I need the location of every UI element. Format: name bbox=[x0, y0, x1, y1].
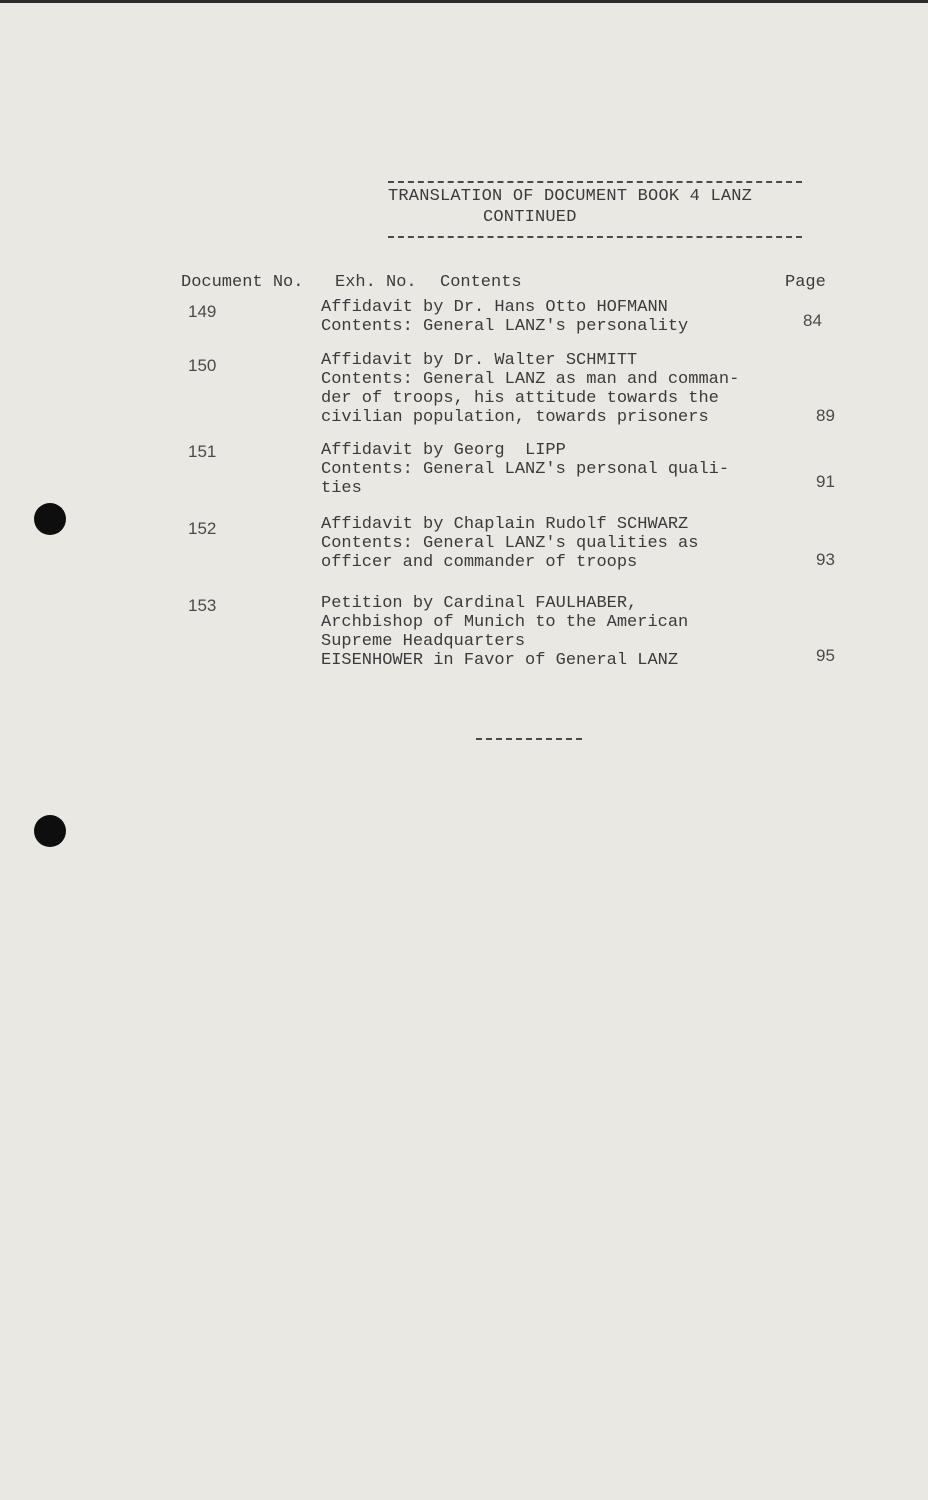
entry-doc-no: 150 bbox=[188, 356, 217, 375]
entry-line: Affidavit by Chaplain Rudolf SCHWARZ bbox=[321, 515, 689, 534]
entry-contents bbox=[321, 515, 791, 572]
entry-line: Supreme Headquarters bbox=[321, 632, 526, 651]
entry-page: 84 bbox=[803, 311, 822, 330]
column-header-document-no: Document No. bbox=[181, 273, 304, 292]
end-rule bbox=[476, 738, 582, 740]
entry-contents bbox=[321, 441, 791, 498]
entry-line: Affidavit by Georg LIPP bbox=[321, 441, 566, 460]
entry-doc-no: 152 bbox=[188, 519, 217, 538]
entry-doc-no: 151 bbox=[188, 442, 217, 461]
entry-page: 91 bbox=[816, 472, 835, 491]
column-header-contents: Contents bbox=[440, 273, 522, 292]
punch-hole-bottom bbox=[34, 815, 66, 847]
entry-line: ties bbox=[321, 479, 362, 498]
entry-line: Petition by Cardinal FAULHABER, bbox=[321, 594, 638, 613]
entry-line: Contents: General LANZ's personality bbox=[321, 317, 689, 336]
entry-contents bbox=[321, 298, 791, 336]
entry-line: der of troops, his attitude towards the bbox=[321, 389, 719, 408]
entry-page: 93 bbox=[816, 550, 835, 569]
entry-line: Contents: General LANZ's qualities as bbox=[321, 534, 699, 553]
column-header-page: Page bbox=[785, 273, 826, 292]
entry-line: Affidavit by Dr. Hans Otto HOFMANN bbox=[321, 298, 668, 317]
entry-line: Contents: General LANZ as man and comman- bbox=[321, 370, 740, 389]
entry-page: 89 bbox=[816, 406, 835, 425]
punch-hole-top bbox=[34, 503, 66, 535]
document-title-continued: CONTINUED bbox=[483, 208, 577, 227]
entry-line: Contents: General LANZ's personal quali- bbox=[321, 460, 730, 479]
header-rule-top bbox=[388, 181, 802, 183]
entry-doc-no: 149 bbox=[188, 302, 217, 321]
entry-line: civilian population, towards prisoners bbox=[321, 408, 709, 427]
column-header-exh-no: Exh. No. bbox=[335, 273, 417, 292]
entry-line: officer and commander of troops bbox=[321, 553, 638, 572]
entry-line: Affidavit by Dr. Walter SCHMITT bbox=[321, 351, 638, 370]
header-rule-bottom bbox=[388, 236, 802, 238]
entry-contents bbox=[321, 351, 791, 427]
entry-line: Archbishop of Munich to the American bbox=[321, 613, 689, 632]
document-title: TRANSLATION OF DOCUMENT BOOK 4 LANZ bbox=[388, 187, 753, 206]
entry-contents bbox=[321, 594, 791, 670]
page-top-edge bbox=[0, 0, 928, 3]
entry-doc-no: 153 bbox=[188, 596, 217, 615]
entry-line: EISENHOWER in Favor of General LANZ bbox=[321, 651, 679, 670]
entry-page: 95 bbox=[816, 646, 835, 665]
